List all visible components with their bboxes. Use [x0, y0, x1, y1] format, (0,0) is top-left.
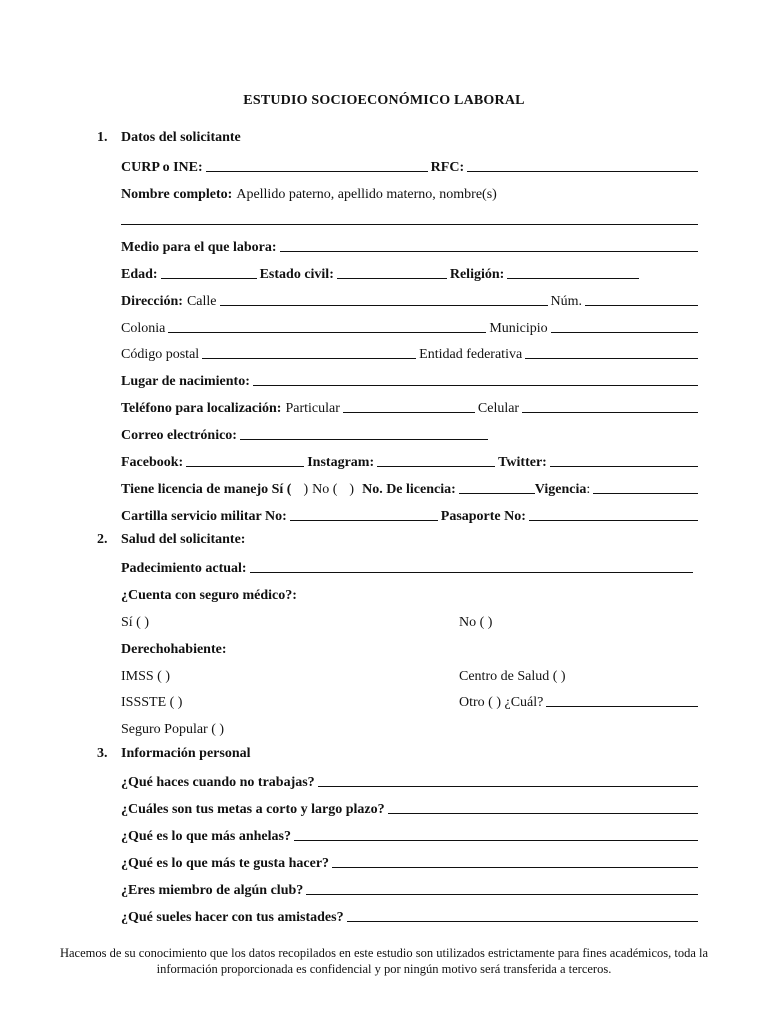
- nombre-label: Nombre completo:: [121, 187, 233, 202]
- q3-row: [121, 825, 701, 845]
- correo-label: Correo electrónico:: [121, 428, 237, 443]
- celular-label: Celular: [477, 401, 520, 416]
- seguro-no-label: No ( ): [459, 615, 493, 630]
- seguro-question-row: [121, 584, 701, 604]
- curp-field[interactable]: [206, 171, 428, 172]
- rfc-label: RFC:: [430, 160, 465, 175]
- medio-label: Medio para el que labora:: [121, 240, 277, 255]
- lugar-nac-field[interactable]: [253, 385, 698, 386]
- q6-field[interactable]: [347, 921, 698, 922]
- instagram-label: Instagram:: [307, 455, 375, 470]
- telefono-label: Teléfono para localización:: [121, 401, 282, 416]
- direccion-row: [121, 290, 701, 310]
- otro-option: [459, 691, 701, 711]
- edad-row: [121, 263, 701, 283]
- document-title: ESTUDIO SOCIOECONÓMICO LABORAL: [243, 93, 525, 108]
- q5-label: ¿Eres miembro de algún club?: [121, 883, 304, 898]
- licencia-no-label: No (: [312, 482, 338, 497]
- num-field[interactable]: [585, 305, 698, 306]
- num-label: Núm.: [550, 294, 582, 309]
- q4-label: ¿Qué es lo que más te gusta hacer?: [121, 856, 330, 871]
- cartilla-label: Cartilla servicio militar No:: [121, 509, 287, 524]
- q2-label: ¿Cuáles son tus metas a corto y largo plazo?: [121, 802, 385, 817]
- twitter-field[interactable]: [550, 466, 698, 467]
- derecho-row: [121, 638, 701, 658]
- section-3-title: Información personal: [121, 746, 251, 761]
- q6-label: ¿Qué sueles hacer con tus amistades?: [121, 910, 344, 925]
- edad-label: Edad:: [121, 267, 158, 282]
- curp-rfc-row: [121, 156, 701, 176]
- cartilla-field[interactable]: [290, 520, 438, 521]
- q4-field[interactable]: [332, 867, 698, 868]
- estado-civil-field[interactable]: [337, 278, 447, 279]
- particular-label: Particular: [285, 401, 340, 416]
- q2-field[interactable]: [388, 813, 698, 814]
- q5-row: [121, 879, 701, 899]
- edad-field[interactable]: [161, 278, 257, 279]
- telefono-row: [121, 397, 701, 417]
- no-licencia-label: No. De licencia:: [362, 482, 456, 497]
- nombre-hint: Apellido paterno, apellido materno, nombre(s): [236, 187, 497, 202]
- medio-field[interactable]: [280, 251, 698, 252]
- colonia-label: Colonia: [121, 321, 166, 336]
- cp-row: [121, 343, 701, 363]
- colonia-row: [121, 317, 701, 337]
- padecimiento-row: [121, 557, 696, 577]
- entidad-label: Entidad federativa: [419, 347, 523, 362]
- entidad-field[interactable]: [525, 358, 698, 359]
- q5-field[interactable]: [306, 894, 698, 895]
- lugar-nac-label: Lugar de nacimiento:: [121, 374, 250, 389]
- medio-row: [121, 236, 701, 256]
- q6-row: [121, 906, 701, 926]
- seguro-no-option[interactable]: [459, 611, 492, 631]
- religion-label: Religión:: [449, 267, 505, 282]
- correo-row: [121, 424, 701, 444]
- licencia-label: Tiene licencia de manejo Sí (: [121, 482, 292, 497]
- section-2-number: 2.: [97, 532, 108, 547]
- imss-option[interactable]: IMSS ( ): [121, 669, 171, 684]
- colonia-field[interactable]: [168, 332, 486, 333]
- popular-row[interactable]: [121, 718, 701, 738]
- municipio-label: Municipio: [489, 321, 548, 336]
- facebook-field[interactable]: [186, 466, 304, 467]
- otro-field[interactable]: [546, 706, 698, 707]
- instagram-field[interactable]: [377, 466, 495, 467]
- section-3-number: 3.: [97, 746, 108, 761]
- cartilla-row: [121, 505, 701, 525]
- direccion-label: Dirección:: [121, 294, 183, 309]
- seguro-popular-option[interactable]: Seguro Popular ( ): [121, 722, 225, 737]
- privacy-notice: Hacemos de su conocimiento que los datos recopilados en este estudio son utilizados estrictamente para fines académicos, toda la información proporcionada es confidencial y por ningún motivo será transferida a terceros.: [59, 946, 709, 976]
- centro-salud-option[interactable]: [459, 665, 566, 685]
- religion-field[interactable]: [507, 278, 639, 279]
- no-licencia-field[interactable]: [459, 493, 535, 494]
- rfc-field[interactable]: [467, 171, 698, 172]
- q4-row: [121, 852, 701, 872]
- vigencia-colon: :: [586, 482, 591, 497]
- imss-row[interactable]: [121, 665, 701, 685]
- issste-option[interactable]: ISSSTE ( ): [121, 695, 183, 710]
- section-2-title: Salud del solicitante:: [121, 532, 246, 547]
- particular-field[interactable]: [343, 412, 475, 413]
- lugar-nac-row: [121, 370, 701, 390]
- centro-salud-label: Centro de Salud ( ): [459, 669, 566, 684]
- padecimiento-field[interactable]: [250, 572, 693, 573]
- facebook-label: Facebook:: [121, 455, 184, 470]
- section-1-title: Datos del solicitante: [121, 130, 241, 145]
- municipio-field[interactable]: [551, 332, 698, 333]
- nombre-row: [121, 183, 701, 203]
- q1-row: [121, 771, 701, 791]
- q1-field[interactable]: [318, 786, 698, 787]
- seguro-si-row[interactable]: [121, 611, 701, 631]
- calle-label: Calle: [186, 294, 217, 309]
- celular-field[interactable]: [522, 412, 698, 413]
- licencia-no-close: ): [349, 482, 355, 497]
- vigencia-label: Vigencia: [534, 482, 587, 497]
- q3-label: ¿Qué es lo que más anhelas?: [121, 829, 291, 844]
- cp-field[interactable]: [202, 358, 416, 359]
- section-1-number: 1.: [97, 130, 108, 145]
- twitter-label: Twitter:: [498, 455, 547, 470]
- estado-civil-label: Estado civil:: [259, 267, 334, 282]
- section-3-heading: [97, 746, 251, 762]
- q3-field[interactable]: [294, 840, 698, 841]
- seguro-si-option[interactable]: Sí ( ): [121, 615, 149, 630]
- licencia-si-close: ): [303, 482, 309, 497]
- q1-label: ¿Qué haces cuando no trabajas?: [121, 775, 315, 790]
- pasaporte-label: Pasaporte No:: [440, 509, 526, 524]
- otro-label[interactable]: Otro ( ) ¿Cuál?: [459, 695, 544, 710]
- correo-field[interactable]: [240, 439, 488, 440]
- derecho-label: Derechohabiente:: [121, 642, 227, 657]
- redes-row: [121, 451, 701, 471]
- curp-label: CURP o INE:: [121, 160, 203, 175]
- vigencia-field[interactable]: [593, 493, 698, 494]
- nombre-line-row: [121, 209, 701, 229]
- licencia-row: [121, 478, 701, 498]
- section-1-heading: [97, 130, 241, 146]
- pasaporte-field[interactable]: [529, 520, 698, 521]
- section-2-heading: [97, 532, 245, 548]
- seguro-question: ¿Cuenta con seguro médico?:: [121, 588, 297, 603]
- calle-field[interactable]: [220, 305, 548, 306]
- nombre-field[interactable]: [121, 224, 698, 225]
- cp-label: Código postal: [121, 347, 200, 362]
- q2-row: [121, 798, 701, 818]
- padecimiento-label: Padecimiento actual:: [121, 561, 247, 576]
